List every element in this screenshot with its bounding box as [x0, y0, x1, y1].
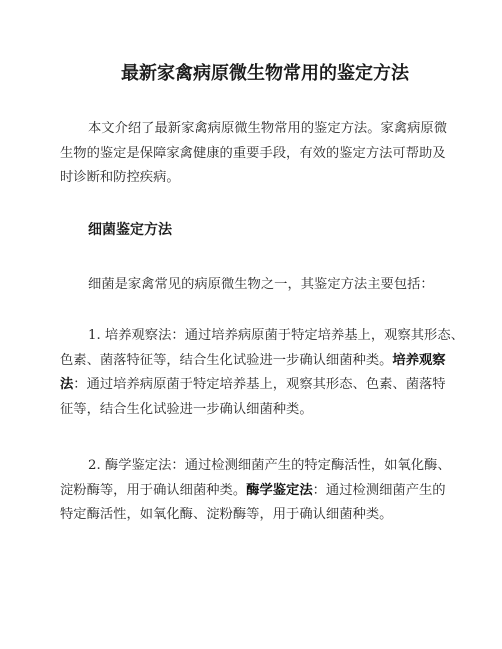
item2-bold-term: 酶学鉴定法 — [246, 482, 313, 498]
intro-line: 本文介绍了最新家禽病原微生物常用的鉴定方法。家禽病原微 — [88, 121, 448, 136]
item2-text: 淀粉酶等，用于确认细菌种类。 — [60, 482, 247, 498]
item1-text: 色素、菌落特征等，结合生化试验进一步确认细菌种类。 — [60, 352, 393, 368]
item1-line — [60, 349, 455, 374]
item1-bold-term: 培养观察 — [392, 352, 446, 368]
intro-line: 时诊断和防控疾病。 — [60, 170, 180, 185]
intro-line: 生物的鉴定是保障家禽健康的重要手段，有效的鉴定方法可帮助及 — [60, 145, 446, 161]
item1-line: 1. 培养观察法：通过培养病原菌于特定培养基上，观察其形态、 — [88, 328, 464, 343]
bacteria-intro-paragraph — [60, 273, 455, 298]
item2-line: 2. 酶学鉴定法：通过检测细菌产生的特定酶活性，如氧化酶、 — [88, 458, 451, 473]
item1-line — [60, 373, 455, 398]
document-title: 最新家禽病原微生物常用的鉴定方法 — [121, 63, 409, 84]
item1-bold-term-end: 法 — [60, 377, 74, 392]
list-item-culture-method — [60, 324, 464, 422]
intro-paragraph — [60, 117, 455, 191]
item2-text: ：通过检测细菌产生的 — [312, 482, 446, 498]
list-item-enzyme-method — [60, 454, 455, 528]
item2-line: 特定酶活性，如氧化酶、淀粉酶等，用于确认细菌种类。 — [60, 507, 393, 522]
section-heading-bacteria: 细菌鉴定方法 — [88, 222, 172, 238]
item2-line — [60, 479, 455, 504]
bacteria-intro-line: 细菌是家禽常见的病原微生物之一，其鉴定方法主要包括： — [88, 277, 434, 292]
item1-line: 征等，结合生化试验进一步确认细菌种类。 — [60, 401, 313, 417]
item1-text: ：通过培养病原菌于特定培养基上，观察其形态、色素、菌落特 — [73, 377, 446, 392]
